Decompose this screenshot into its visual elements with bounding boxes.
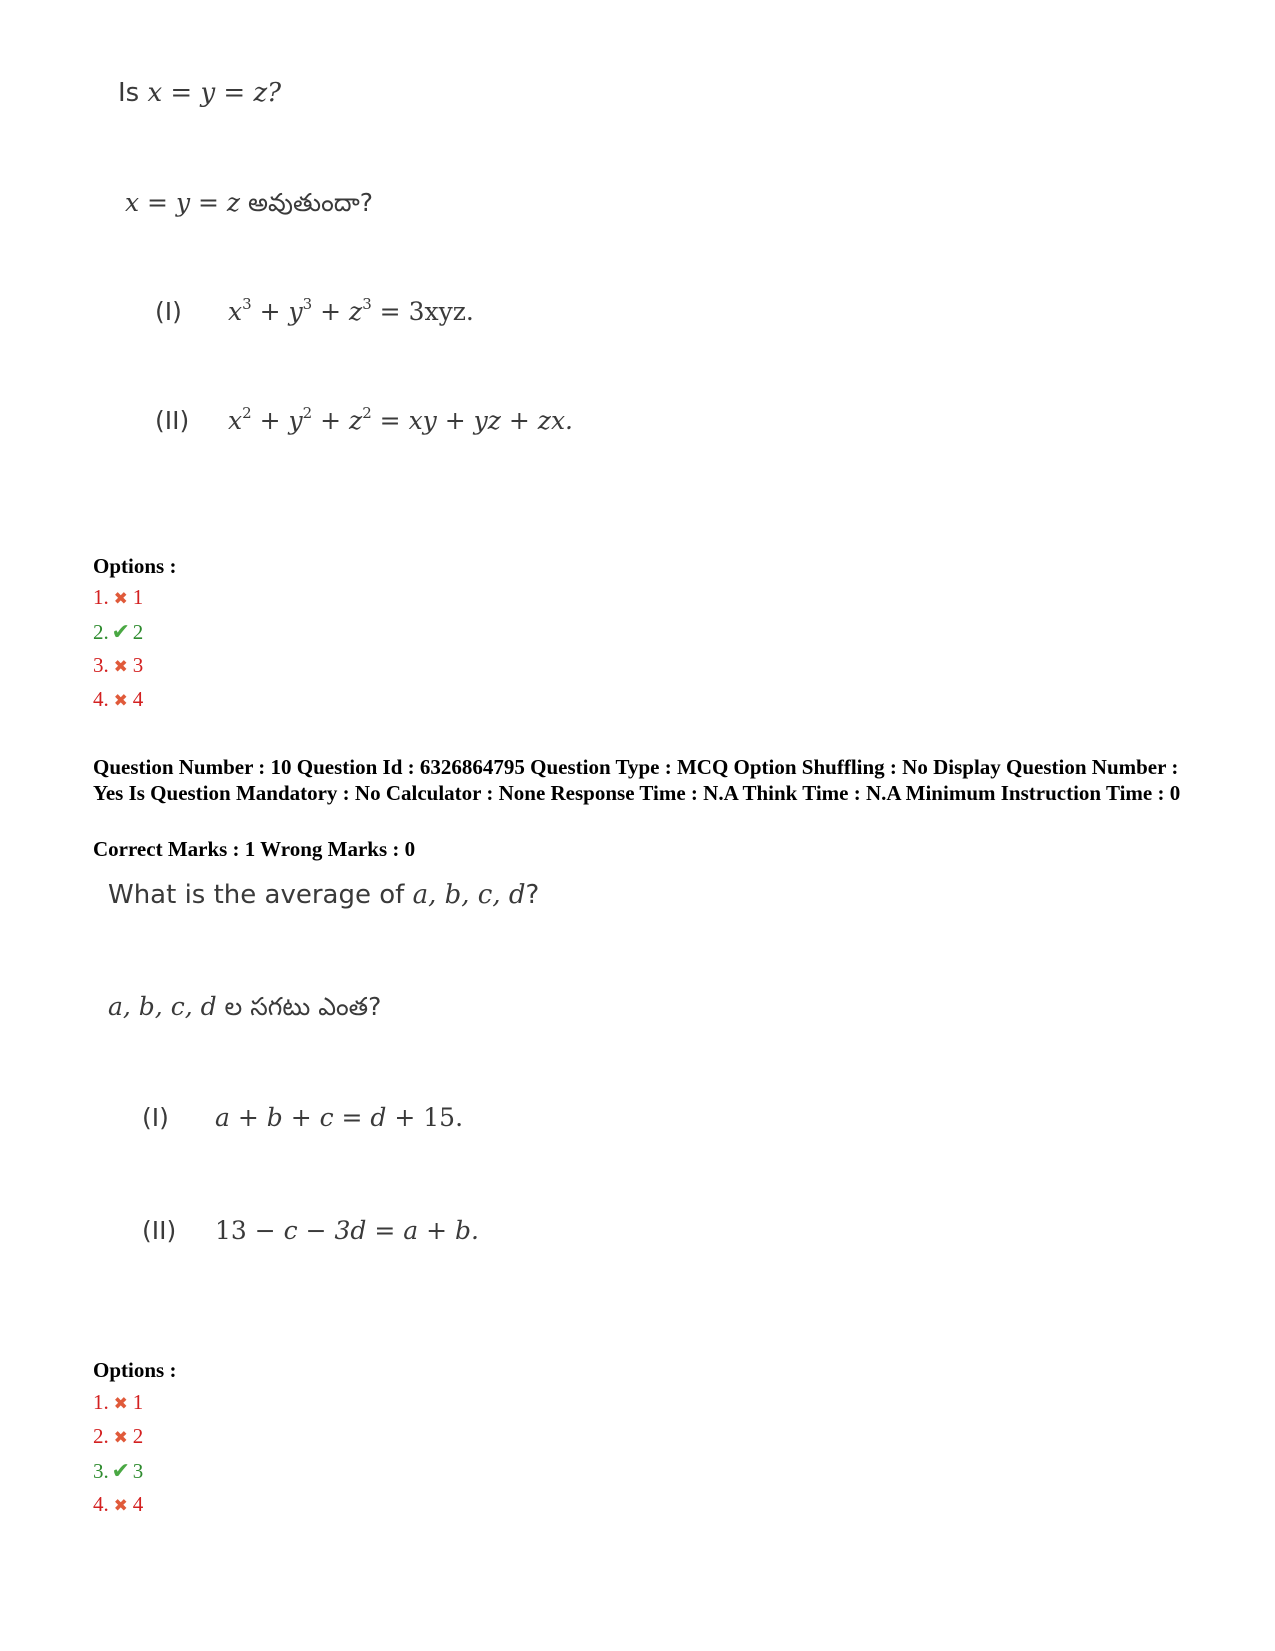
- q10-stem-english: What is the average of a, b, c, d?: [108, 880, 540, 910]
- q9-statement-1-label: (I): [155, 297, 182, 326]
- q10-stem-telugu: a, b, c, d ల సగటు ఎంత?: [108, 992, 382, 1021]
- cross-icon: ✖: [113, 1394, 128, 1413]
- q9-stem-telugu: x = y = z అవుతుందా?: [125, 188, 374, 217]
- q10-option-3: 3. ✔ 3: [93, 1458, 144, 1483]
- q9-option-1: 1. ✖ 1: [93, 585, 144, 609]
- q9-option-2: 2. ✔ 2: [93, 619, 144, 644]
- q10-statement-1-label: (I): [142, 1103, 169, 1132]
- q9-statement-2: $x^2 + y^2 + z^2$ = xy + yz + zx.: [228, 404, 573, 435]
- q10-marks: Correct Marks : 1 Wrong Marks : 0: [93, 837, 416, 861]
- cross-icon: ✖: [113, 657, 128, 676]
- q10-option-4: 4. ✖ 4: [93, 1492, 144, 1516]
- q10-metadata: Question Number : 10 Question Id : 6326864795 Question Type : MCQ Option Shuffling : No Display Question Number : Yes Is Question Mandatory : No Calculator : None Response Time : N.A Think Time : N.A Minimum Instruction Time : 0: [93, 755, 1181, 805]
- q10-options-heading: Options :: [93, 1358, 177, 1382]
- q9-stem-english: Is x = y = z?: [118, 78, 282, 108]
- q10-statement-1: a + b + c = d + 15.: [215, 1103, 464, 1132]
- q10-option-2: 2. ✖ 2: [93, 1424, 144, 1448]
- q10-option-1: 1. ✖ 1: [93, 1390, 144, 1414]
- q9-statement-2-label: (II): [155, 406, 190, 435]
- q10-statement-2: 13 − c − 3d = a + b.: [215, 1216, 479, 1245]
- q9-options-heading: Options :: [93, 554, 177, 578]
- q9-statement-1: $x^3 + y^3 + z^3 = 3xyz$.: [228, 295, 474, 326]
- cross-icon: ✖: [113, 1496, 128, 1515]
- check-icon: ✔: [111, 1458, 130, 1483]
- q9-option-3: 3. ✖ 3: [93, 653, 144, 677]
- check-icon: ✔: [111, 619, 130, 644]
- cross-icon: ✖: [113, 589, 128, 608]
- cross-icon: ✖: [113, 691, 128, 710]
- q10-statement-2-label: (II): [142, 1216, 177, 1245]
- q9-option-4: 4. ✖ 4: [93, 687, 144, 711]
- cross-icon: ✖: [113, 1428, 128, 1447]
